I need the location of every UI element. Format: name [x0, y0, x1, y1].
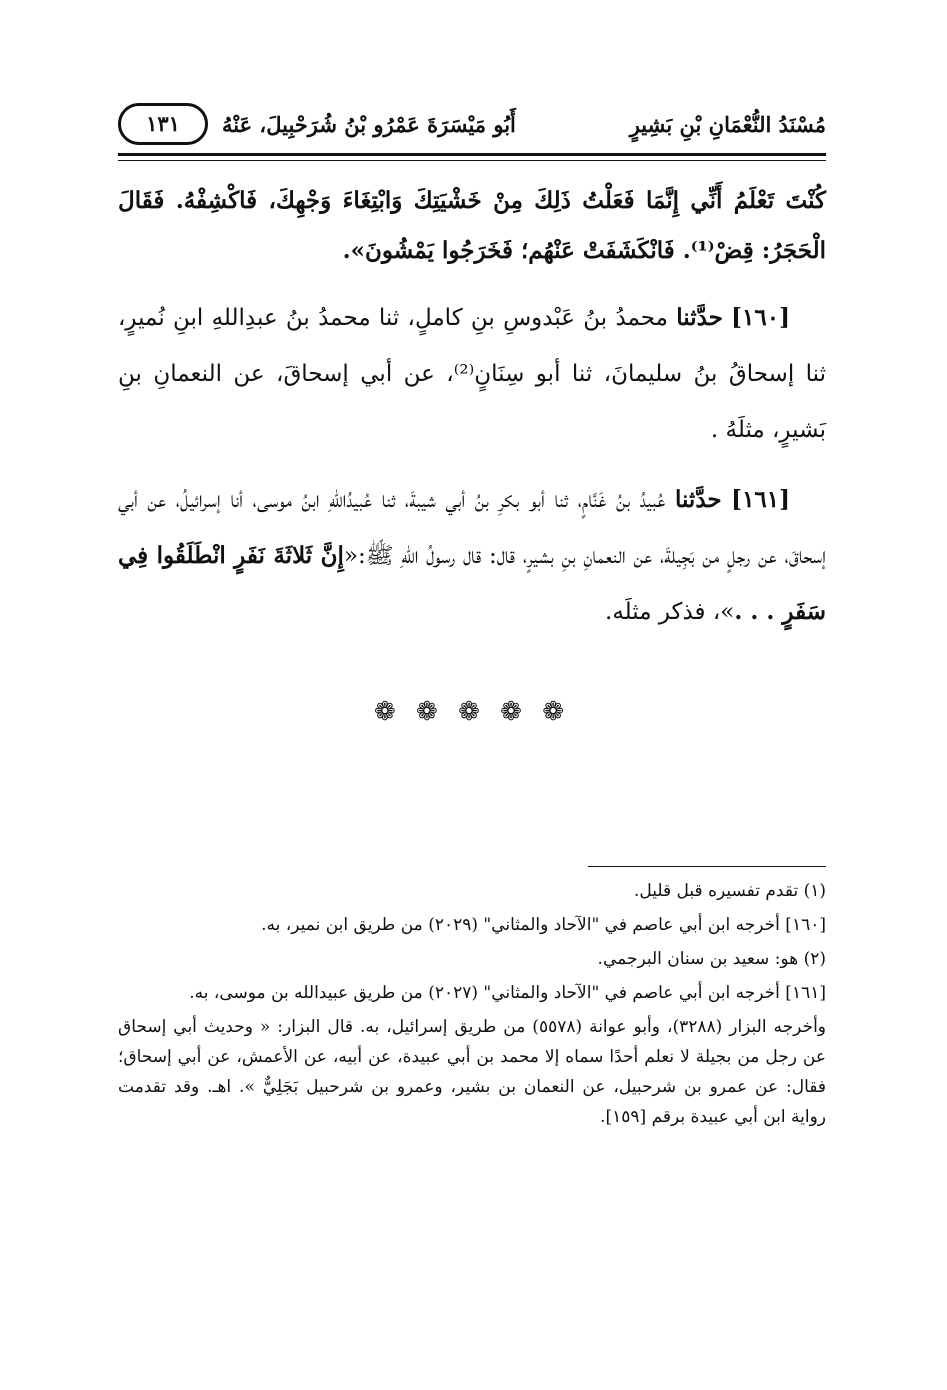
footnote-rule [588, 866, 826, 867]
header-left-group [118, 103, 516, 145]
section-ornaments: ❁ ❁ ❁ ❁ ❁ [374, 697, 570, 727]
book-title: مُسْنَدُ النُّعْمَانِ بْنِ بَشِيرٍ [629, 111, 826, 137]
footnote-161-continuation: وأخرجه البزار (٣٢٨٨)، وأبو عوانة (٥٥٧٨) من طريق إسرائيل، به. قال البزار: « وحديث أبي إسحاق عن رجل من بجيلة لا نعلم أحدًا سماه إلا محمد بن أبي عبيدة، عن أبيه، عن الأعمش، عن أبي إسحاق؛ فقال: عن عمرو بن شرحبيل، عن النعمان بن بشير، وعمرو بن شرحبيل بَجَلِيٌّ ». اهـ. وقد تقدمت رواية ابن أبي عبيدة برقم [١٥٩]. [118, 1017, 826, 1127]
hadith-161 [118, 472, 826, 640]
header-rule-thin [118, 160, 826, 161]
main-text [118, 176, 826, 654]
hadith-160 [118, 290, 826, 458]
hadith-161-text: عُبيدُ بنُ غَنَّامٍ، ثنا أبو بكرِ بنُ أبي شيبةَ، ثنا عُبيدُاللهِ ابنُ موسى، أنا إسرائيلُ، عن أبي إسحاقَ، عن رجلٍ من بَجِيلةَ، عن النعمانِ بنِ بشيرٍ، قال: قال رسولُ اللهِ ﷺ:« [118, 487, 826, 569]
page-number: ١٣١ [118, 103, 208, 145]
footnote-2: (٢) هو: سعيد بن سنان البرجمي. [597, 949, 826, 969]
quote-paragraph: كُنْتَ تَعْلَمُ أَنِّي إِنَّمَا فَعَلْتُ ذَلِكَ مِنْ خَشْيَتِكَ وَابْتِغَاءَ وَجْهِكَ، فَاكْشِفْهُ. فَقَالَ الْحَجَرُ: قِضْ⁽¹⁾. فَانْكَشَفَتْ عَنْهُم؛ فَخَرَجُوا يَمْشُونَ». [118, 187, 826, 264]
hadith-160-lead: حدَّثنا [676, 304, 723, 331]
running-header [118, 100, 826, 148]
footnotes [118, 876, 826, 1136]
header-rule-thick [118, 153, 826, 156]
section-title: أَبُو مَيْسَرَةَ عَمْرُو بْنُ شُرَحْبِيلَ، عَنْهُ [222, 111, 516, 137]
hadith-161-lead: حدَّثنا [674, 486, 722, 513]
footnote-1: (١) تقدم تفسيره قبل قليل. [633, 881, 826, 901]
hadith-161-quote: إِنَّ ثَلاثَةَ نَفَرٍ انْطَلَقُوا فِي سَفَرٍ . . . [118, 542, 826, 625]
hadith-160-text: محمدُ بنُ عَبْدوسِ بنِ كاملٍ، ثنا محمدُ بنُ عبدِاللهِ ابنِ نُميرٍ، ثنا إسحاقُ بنُ سليمانَ، ثنا أبو سِنَانٍ⁽²⁾، عن أبي إسحاقَ، عن النعمانِ بنِ بَشيرٍ، مثلَهُ . [118, 305, 826, 443]
footnote-160: [١٦٠] أخرجه ابن أبي عاصم في "الآحاد والمثاني" (٢٠٢٩) من طريق ابن نمير، به. [261, 915, 826, 935]
hadith-161-number: [١٦١] [731, 486, 791, 513]
hadith-160-number: [١٦٠] [731, 304, 790, 331]
hadith-161-text-end: »، فذكر مثلَه. [605, 599, 735, 625]
footnote-161: [١٦١] أخرجه ابن أبي عاصم في "الآحاد والمثاني" (٢٠٢٧) من طريق عبيدالله بن موسى، به. [189, 983, 826, 1003]
